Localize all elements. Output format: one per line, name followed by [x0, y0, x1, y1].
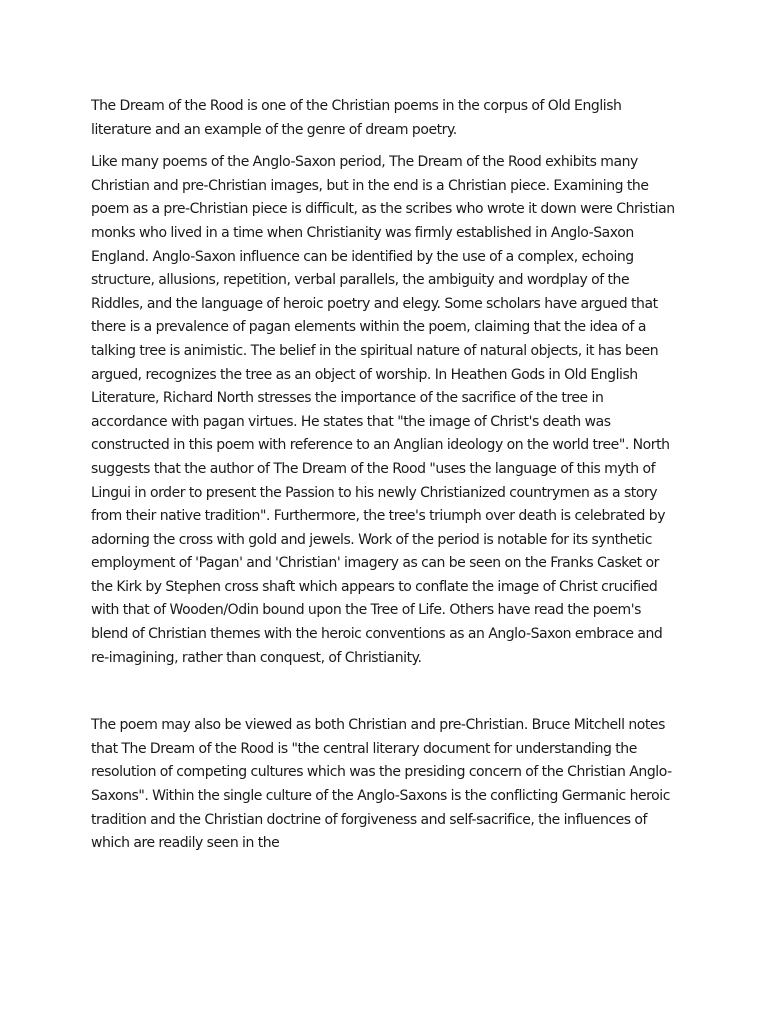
paragraph-christian-pre-christian: The poem may also be viewed as both Christian and pre-Christian. Bruce Mitchell notes that The Dream of the Rood is "the central literary document for understanding the resolution of competing cultures which was the presiding concern of the Christian Anglo-Saxons". Within the single culture of the Anglo-Saxons is the conflicting Germanic heroic tradition and the Christian doctrine of forgiveness and self-sacrifice, the influences of which are readily seen in the	[91, 717, 672, 852]
paragraph-anglo-saxon-influence: Like many poems of the Anglo-Saxon period, The Dream of the Rood exhibits many Christian and pre-Christian images, but in the end is a Christian piece. Examining the poem as a pre-Christian piece is difficult, as the scribes who wrote it down were Christian monks who lived in a time when Christianity was firmly established in Anglo-Saxon England. Anglo-Saxon influence can be identified by the use of a complex, echoing structure, allusions, repetition, verbal parallels, the ambiguity and wordplay of the Riddles, and the language of heroic poetry and elegy. Some scholars have argued that there is a prevalence of pagan elements within the poem, claiming that the idea of a talking tree is animistic. The belief in the spiritual nature of natural objects, it has been argued, recognizes the tree as an object of worship. In Heathen Gods in Old English Literature, Richard North stresses the importance of the sacrifice of the tree in accordance with pagan virtues. He states that "the image of Christ's death was constructed in this poem with reference to an Anglian ideology on the world tree". North suggests that the author of The Dream of the Rood "uses the language of this myth of Lingui in order to present the Passion to his newly Christianized countrymen as a story from their native tradition". Furthermore, the tree's triumph over death is celebrated by adorning the cross with gold and jewels. Work of the period is notable for its synthetic employment of 'Pagan' and 'Christian' imagery as can be seen on the Franks Casket or the Kirk by Stephen cross shaft which appears to conflate the image of Christ crucified with that of Wooden/Odin bound upon the Tree of Life. Others have read the poem's blend of Christian themes with the heroic conventions as an Anglo-Saxon embrace and re-imagining, rather than conquest, of Christianity.	[91, 154, 675, 666]
document-page	[91, 95, 681, 856]
paragraph-intro: The Dream of the Rood is one of the Christian poems in the corpus of Old English literature and an example of the genre of dream poetry.	[91, 98, 622, 138]
